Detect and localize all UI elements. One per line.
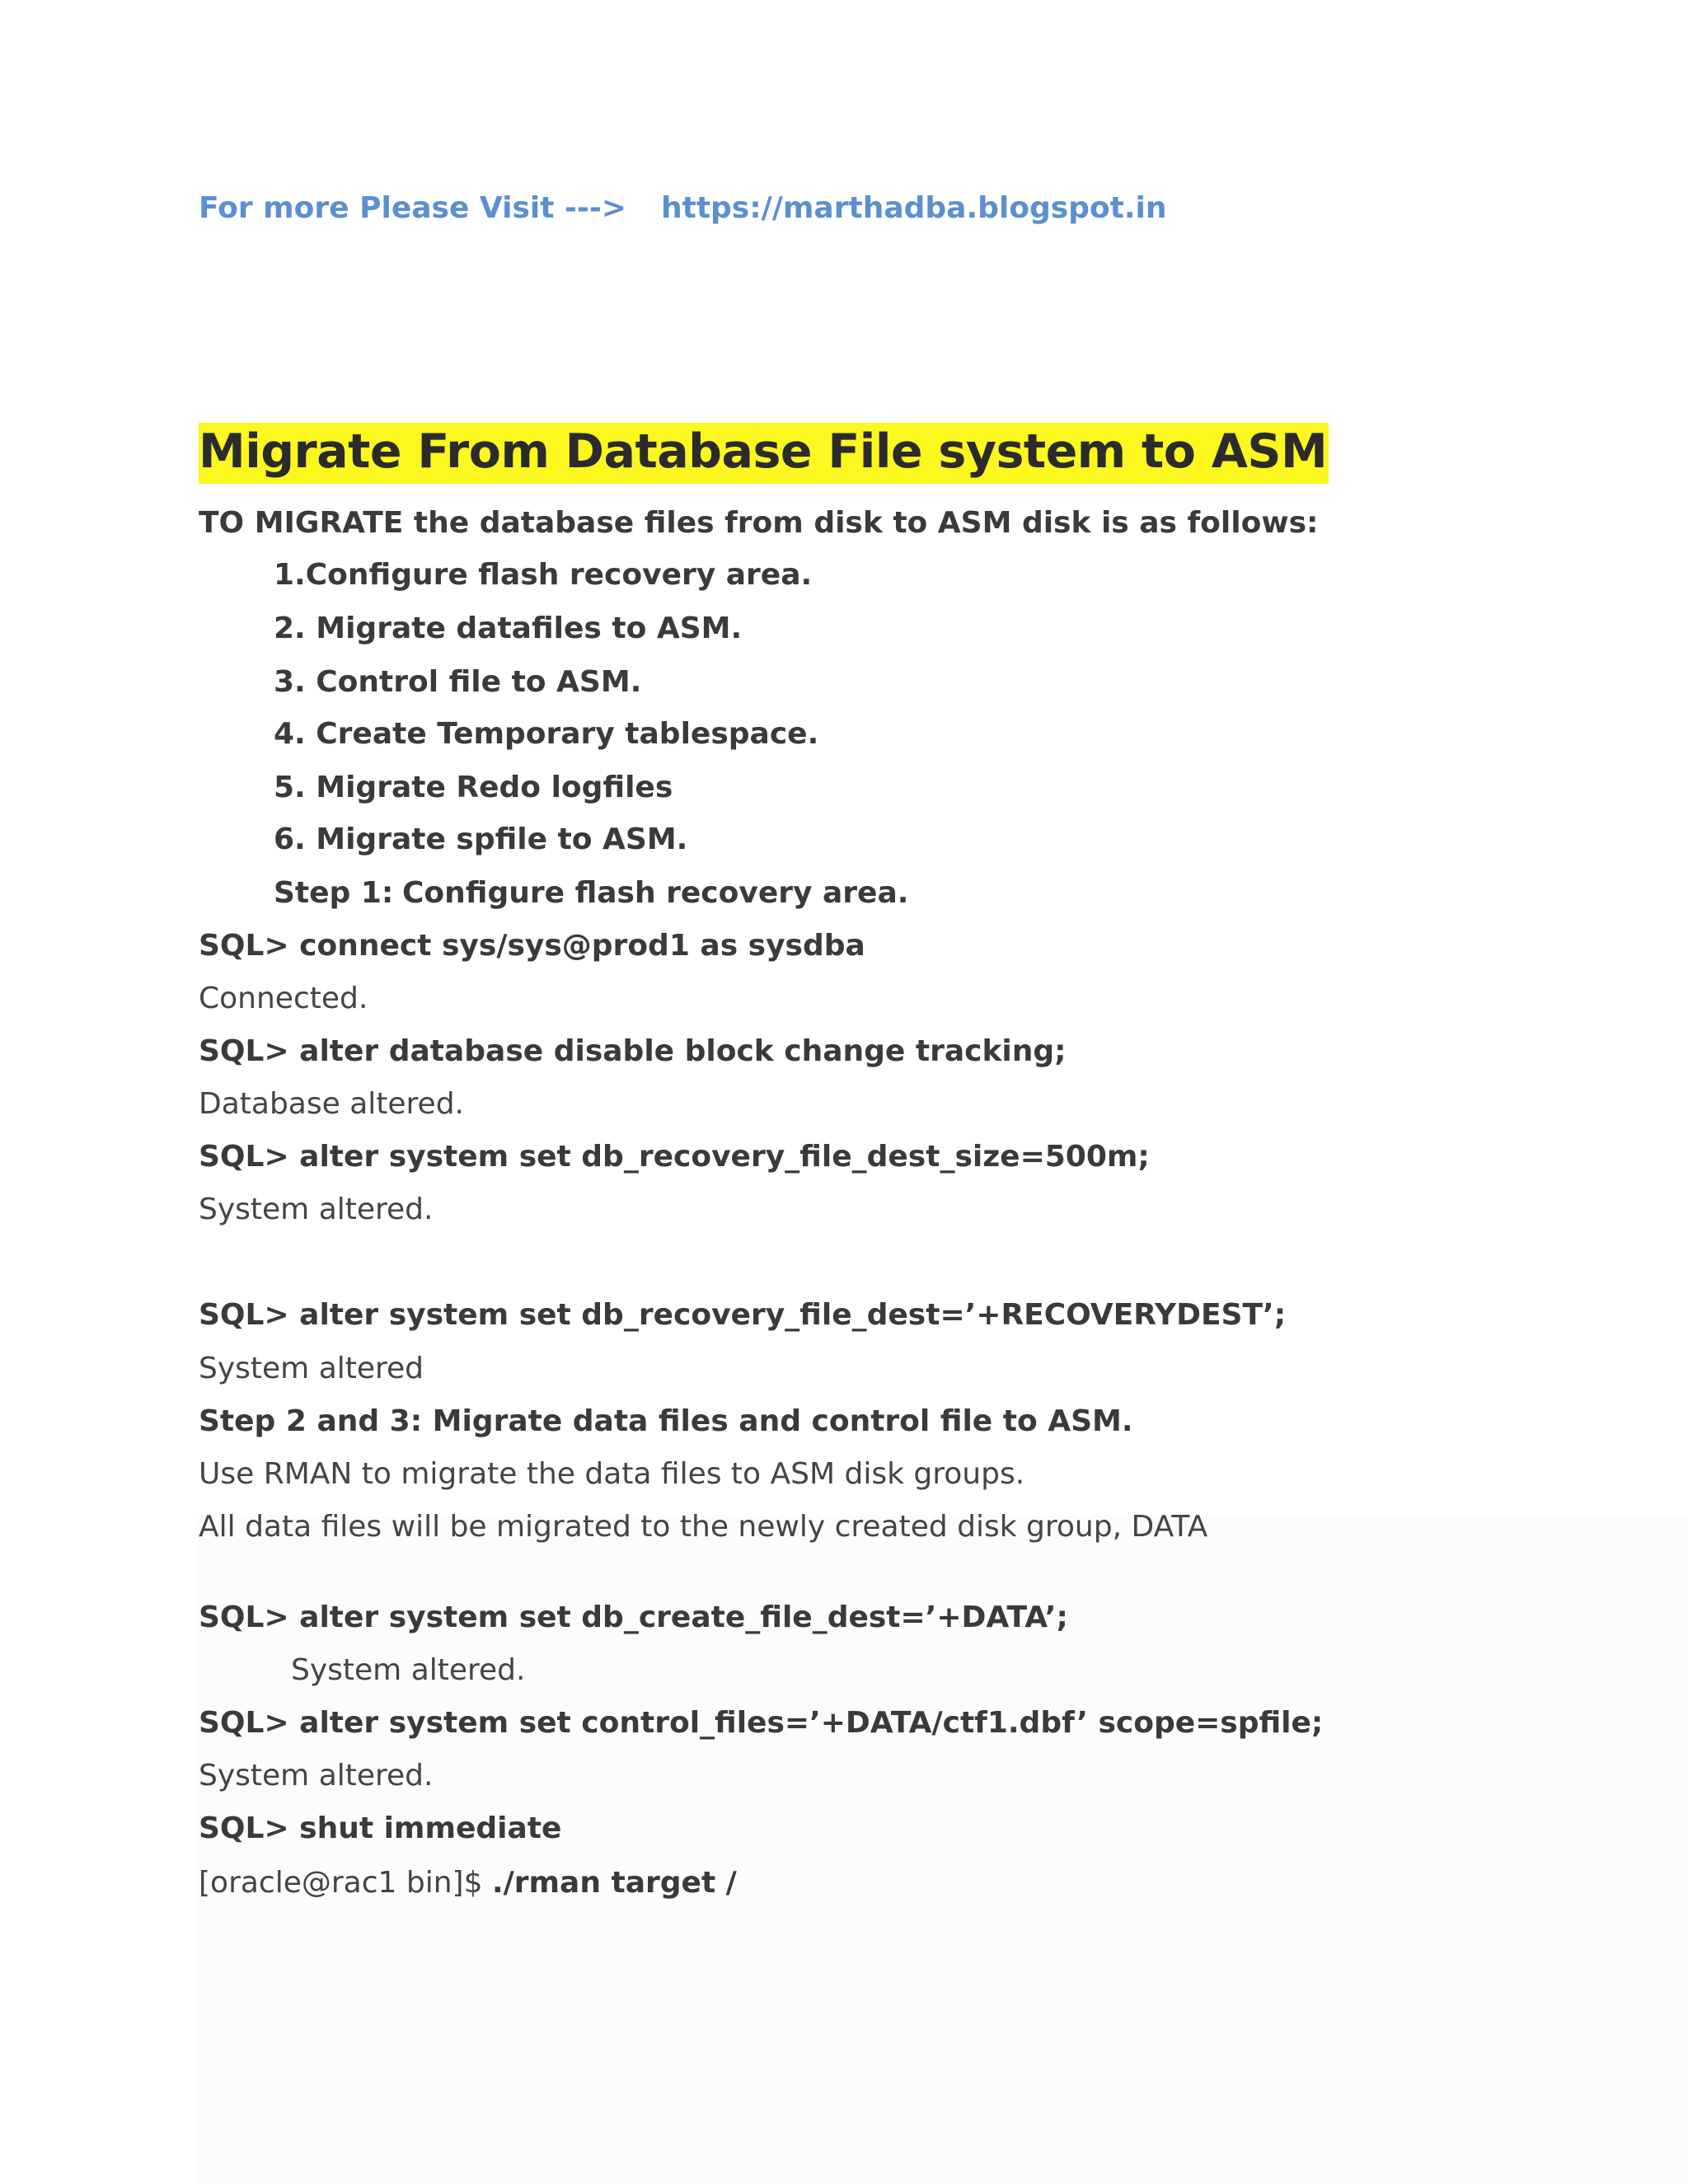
shell-prompt: [oracle@rac1 bin]$ <box>199 1866 492 1900</box>
step-list-item-2: 2. Migrate datafiles to ASM. <box>274 612 743 645</box>
output-database-altered: Database altered. <box>199 1087 464 1121</box>
sql-shutdown-command: SQL> shut immediate <box>199 1811 562 1845</box>
datafiles-description: All data files will be migrated to the newly created disk group, DATA <box>199 1510 1208 1544</box>
rman-command-line <box>199 1866 737 1900</box>
sql-create-file-dest-command: SQL> alter system set db_create_file_dest=’+DATA’; <box>199 1601 1068 1634</box>
visit-label: For more Please Visit ---> <box>199 191 626 225</box>
output-system-altered-2: System altered <box>199 1352 424 1385</box>
step1-heading <box>274 876 908 910</box>
step-list-item-6: 6. Migrate spfile to ASM. <box>274 823 688 856</box>
output-system-altered-3: System altered. <box>291 1653 526 1687</box>
step-list-item-4: 4. Create Temporary tablespace. <box>274 717 819 751</box>
sql-control-files-command: SQL> alter system set control_files=’+DATA/ctf1.dbf’ scope=spfile; <box>199 1706 1324 1740</box>
visit-header <box>199 191 1167 225</box>
sql-recovery-dest-command: SQL> alter system set db_recovery_file_dest=’+RECOVERYDEST’; <box>199 1298 1287 1332</box>
page-title: Migrate From Database File system to ASM <box>199 423 1329 484</box>
step-list-item-1: 1.Configure flash recovery area. <box>274 558 813 592</box>
step1-label: Step 1: <box>274 876 394 910</box>
step2-3-heading: Step 2 and 3: Migrate data files and control file to ASM. <box>199 1404 1133 1438</box>
output-connected: Connected. <box>199 982 368 1015</box>
sql-disable-tracking-command: SQL> alter database disable block change tracking; <box>199 1034 1067 1068</box>
step-list-item-5: 5. Migrate Redo logfiles <box>274 771 673 804</box>
rman-description: Use RMAN to migrate the data files to ASM disk groups. <box>199 1457 1025 1491</box>
output-system-altered-1: System altered. <box>199 1193 434 1226</box>
rman-command: ./rman target / <box>491 1866 737 1900</box>
output-system-altered-4: System altered. <box>199 1759 434 1793</box>
sql-connect-command: SQL> connect sys/sys@prod1 as sysdba <box>199 929 865 963</box>
sql-recovery-size-command: SQL> alter system set db_recovery_file_dest_size=500m; <box>199 1140 1150 1174</box>
step1-text: Configure flash recovery area. <box>402 876 909 910</box>
step-list-item-3: 3. Control file to ASM. <box>274 665 642 699</box>
intro-text: TO MIGRATE the database files from disk to ASM disk is as follows: <box>199 506 1319 540</box>
blog-url-link[interactable]: https://marthadba.blogspot.in <box>660 191 1167 225</box>
